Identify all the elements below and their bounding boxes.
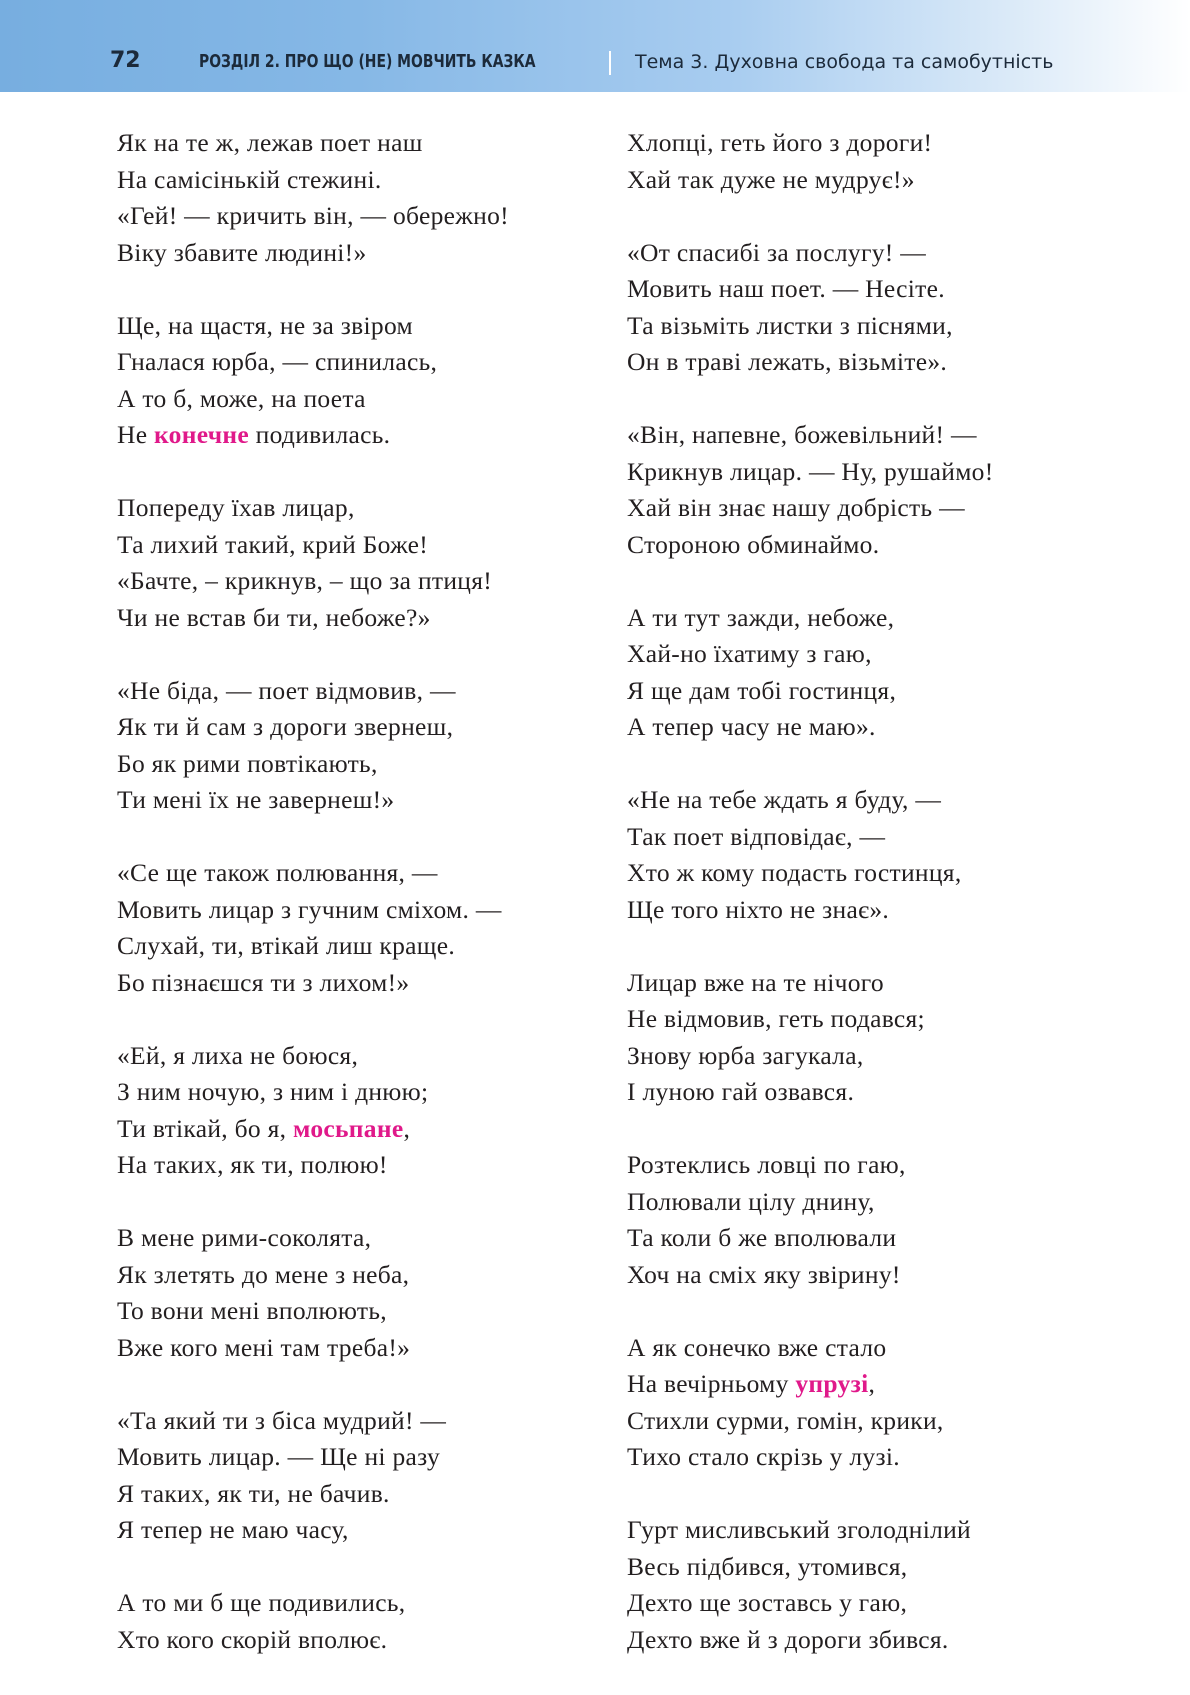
poem-line: Лицар вже на те нічого (627, 967, 884, 997)
glossary-word: упрузі (795, 1369, 869, 1398)
glossary-word: мосьпане (293, 1113, 404, 1143)
poem-line: «Бачте, – крикнув, – що за птиця! (117, 566, 493, 595)
poem-line: Хай так дуже не мудрує!» (627, 164, 915, 194)
stanza (117, 308, 617, 454)
stanza (627, 1330, 1127, 1476)
poem-line: Ти втікай, бо я, мосьпане, (117, 1113, 411, 1143)
stanza (117, 855, 617, 1001)
poem-line: Хто кого скорій вполює. (117, 1624, 388, 1654)
stanza (117, 490, 617, 636)
header-divider (609, 51, 611, 75)
poem-line: «Та який ти з біса мудрий! — (117, 1405, 447, 1435)
stanza (117, 673, 617, 819)
stanza (627, 1147, 1127, 1293)
poem-line: А як сонечко вже стало (627, 1332, 887, 1362)
poem-line: Гурт мисливський зголоднілий (627, 1515, 971, 1544)
poem-line: На вечірньому упрузі, (627, 1369, 876, 1398)
stanza (117, 1220, 617, 1366)
poem-line: Полювали цілу днину, (627, 1186, 875, 1216)
poem-line: Мовить лицар. — Ще ні разу (117, 1442, 441, 1471)
poem-line: Ще того ніхто не знає». (627, 894, 890, 924)
stanza (627, 417, 1127, 563)
poem-line: Розтеклись ловці по гаю, (627, 1150, 906, 1179)
poem-line: Попереду їхав лицар, (117, 493, 355, 522)
poem-line: Крикнув лицар. — Ну, рушаймо! (627, 456, 994, 486)
stanza (117, 1038, 617, 1184)
poem-line: Хай-но їхатиму з гаю, (627, 639, 872, 668)
poem-line: Мовить наш поет. — Несіте. (627, 274, 945, 303)
poem-line: «От спасибі за послугу! — (627, 237, 927, 267)
page-header (0, 0, 1190, 92)
poem-line: Я ще дам тобі гостинця, (627, 675, 897, 705)
poem-line: А то б, може, на поета (117, 383, 366, 413)
poem-line: В мене рими-соколята, (117, 1223, 372, 1252)
stanza (627, 600, 1127, 746)
poem-line: Ти мені їх не завернеш!» (117, 785, 395, 814)
section-title: РОЗДІЛ 2. ПРО ЩО (НЕ) МОВЧИТЬ КАЗКА (199, 51, 536, 72)
poem-line: Хлопці, геть його з дороги! (627, 128, 933, 157)
poem-column-right (627, 125, 1127, 1695)
poem-line: Тихо стало скрізь у лузі. (627, 1442, 900, 1471)
poem-line: «Не біда, — поет відмовив, — (117, 675, 456, 705)
poem-line: Ще, на щастя, не за звіром (117, 310, 413, 340)
stanza (117, 1585, 617, 1658)
stanza (627, 235, 1127, 381)
poem-line: То вони мені вполюють, (117, 1296, 387, 1325)
stanza (627, 1512, 1127, 1658)
stanza (117, 1403, 617, 1549)
poem-line: Вже кого мені там треба!» (117, 1332, 411, 1362)
stanza (627, 125, 1127, 198)
poem-line: Та коли б же вполювали (627, 1223, 897, 1252)
poem-line: Знову юрба загукала, (627, 1040, 864, 1070)
poem-line: На таких, як ти, полюю! (117, 1150, 388, 1179)
poem-line: А ти тут зажди, небоже, (627, 602, 895, 632)
poem-line: Хто ж кому подасть гостинця, (627, 858, 962, 887)
glossary-word: конечне (154, 420, 249, 449)
poem-line: Гналася юрба, — спинилась, (117, 347, 438, 376)
poem-line: Дехто вже й з дороги збився. (627, 1624, 949, 1654)
poem-line: Не конечне подивилась. (117, 420, 391, 449)
poem-line: Та візьміть листки з піснями, (627, 310, 953, 340)
stanza (117, 125, 617, 271)
poem-line: Хоч на сміх яку звірину! (627, 1259, 901, 1289)
poem-line: Чи не встав би ти, небоже?» (117, 602, 431, 632)
poem-line: Як злетять до мене з неба, (117, 1259, 410, 1289)
poem-line: Весь підбився, утомився, (627, 1551, 908, 1581)
topic-title: Тема 3. Духовна свобода та самобутність (635, 51, 1054, 73)
poem-line: На самісінькій стежині. (117, 164, 382, 194)
poem-line: Не відмовив, геть подався; (627, 1004, 925, 1033)
poem-line: «Він, напевне, божевільний! — (627, 420, 977, 449)
poem-line: Та лихий такий, крий Боже! (117, 529, 429, 559)
stanza (627, 782, 1127, 928)
poem-line: А то ми б ще подивились, (117, 1588, 406, 1617)
page-number: 72 (110, 48, 141, 73)
poem-line: Як ти й сам з дороги звернеш, (117, 712, 454, 741)
stanza (627, 965, 1127, 1111)
poem-line: «Гей! — кричить він, — обережно! (117, 201, 509, 230)
poem-line: Я таких, як ти, не бачив. (117, 1478, 390, 1508)
poem-column-left (117, 125, 617, 1695)
poem-line: Хай він знає нашу добрість — (627, 493, 965, 522)
poem-line: Стороною обминаймо. (627, 529, 880, 559)
poem-line: «Не на тебе ждать я буду, — (627, 785, 942, 814)
poem-line: Я тепер не маю часу, (117, 1515, 349, 1544)
poem-line: «Ей, я лиха не боюся, (117, 1040, 359, 1070)
poem-line: Так поет відповідає, — (627, 821, 886, 851)
poem-line: І луною гай озвався. (627, 1077, 855, 1106)
poem-line: Бо пізнаєшся ти з лихом!» (117, 967, 410, 997)
poem-line: А тепер часу не маю». (627, 712, 876, 741)
poem-line: Віку збавите людині!» (117, 237, 367, 267)
poem-line: «Се ще також полювання, — (117, 858, 438, 887)
poem-line: Он в траві лежать, візьміте». (627, 347, 948, 376)
poem-line: Як на те ж, лежав поет наш (117, 128, 423, 157)
poem-line: Слухай, ти, втікай лиш краще. (117, 931, 455, 960)
poem-line: Мовить лицар з гучним сміхом. — (117, 894, 502, 924)
poem-line: Стихли сурми, гомін, крики, (627, 1405, 944, 1435)
poem-line: Бо як рими повтікають, (117, 748, 378, 778)
poem-line: Дехто ще зоставсь у гаю, (627, 1588, 908, 1617)
poem-line: З ним ночую, з ним і днюю; (117, 1077, 429, 1106)
